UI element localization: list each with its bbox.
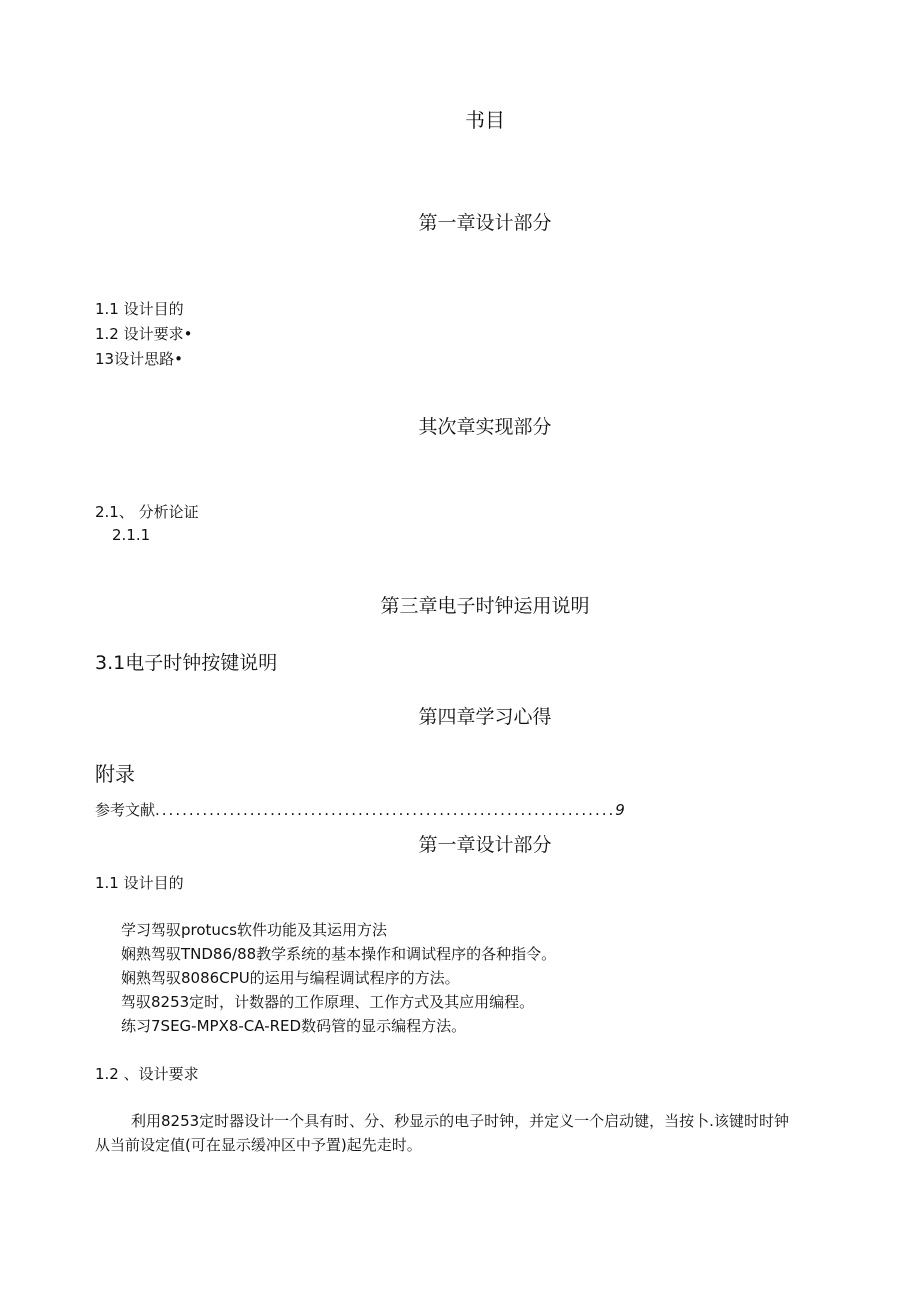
toc-references-label: 参考文献 <box>95 801 156 819</box>
toc-appendix: 附录 <box>95 762 135 786</box>
toc-chapter4-heading: 第四章学习心得 <box>418 706 552 728</box>
toc-title: 书目 <box>465 108 505 132</box>
body-chapter1-heading: 第一章设计部分 <box>418 834 552 856</box>
toc-references-line <box>95 799 625 820</box>
toc-references-dots: .................................................................... <box>155 801 616 819</box>
section-1-1-content <box>121 918 556 1038</box>
toc-item-3-1: 3.1电子时钟按键说明 <box>95 652 278 674</box>
section-1-2-paragraph-line2: 从当前设定值(可在显示缓冲区中予置)起先走时。 <box>95 1136 422 1154</box>
toc-references-page: 9 <box>615 801 625 819</box>
section-1-1-line: 娴熟驾驭TND86/88教学系统的基本操作和调试程序的各种指令。 <box>121 945 557 963</box>
section-1-1-line: 娴熟驾驭8086CPU的运用与编程调试程序的方法。 <box>121 969 460 987</box>
section-1-1-heading: 1.1 设计目的 <box>95 874 184 892</box>
section-1-1-line: 学习驾驭protucs软件功能及其运用方法 <box>121 921 387 939</box>
toc-item-2-1-1: 2.1.1 <box>112 526 151 544</box>
toc-chapter2-heading: 其次章实现部分 <box>418 416 552 438</box>
toc-item-1-3: 13设计思路• <box>95 350 183 368</box>
toc-chapter3-heading: 第三章电子时钟运用说明 <box>380 595 590 617</box>
toc-item-2-1: 2.1、 分析论证 <box>95 503 199 521</box>
section-1-2-heading: 1.2 、设计要求 <box>95 1065 199 1083</box>
toc-chapter1-heading: 第一章设计部分 <box>418 212 552 234</box>
section-1-1-line: 驾驭8253定时，计数器的工作原理、工作方式及其应用编程。 <box>121 993 535 1011</box>
section-1-1-line: 练习7SEG-MPX8-CA-RED数码管的显示编程方法。 <box>121 1017 467 1035</box>
toc-item-1-1: 1.1 设计目的 <box>95 300 184 318</box>
toc-item-1-2: 1.2 设计要求• <box>95 325 193 343</box>
section-1-2-paragraph-line1: 利用8253定时器设计一个具有时、分、秒显示的电子时钟，并定义一个启动键，当按卜.该键时时钟 <box>131 1112 789 1130</box>
